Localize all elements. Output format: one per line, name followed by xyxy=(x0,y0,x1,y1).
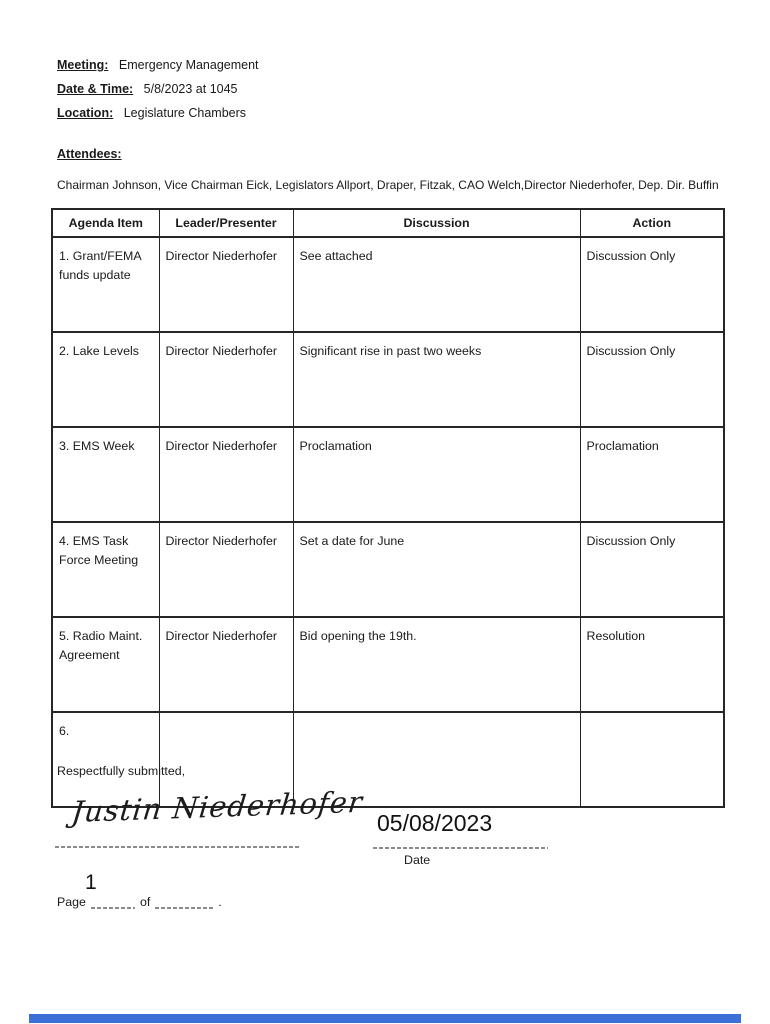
location-value[interactable]: Legislature Chambers xyxy=(123,106,247,120)
presenter-cell[interactable]: Director Niederhofer xyxy=(159,427,293,522)
agenda-item-cell[interactable]: 5. Radio Maint. Agreement xyxy=(52,617,159,712)
col-header-action: Action xyxy=(580,209,724,237)
meeting-field xyxy=(57,58,259,73)
table-row xyxy=(52,522,724,617)
action-cell[interactable]: Resolution xyxy=(580,617,724,712)
page-total-blank[interactable] xyxy=(155,897,213,909)
presenter-cell[interactable]: Director Niederhofer xyxy=(159,332,293,427)
agenda-item-cell[interactable]: 4. EMS Task Force Meeting xyxy=(52,522,159,617)
col-header-agenda-item: Agenda Item xyxy=(52,209,159,237)
page-number[interactable]: 1 xyxy=(85,871,97,894)
col-header-leader-presenter: Leader/Presenter xyxy=(159,209,293,237)
agenda-item-cell[interactable]: 6. xyxy=(52,712,159,807)
discussion-cell[interactable]: Proclamation xyxy=(293,427,580,522)
presenter-cell[interactable]: Director Niederhofer xyxy=(159,237,293,332)
page-label: Page xyxy=(57,895,86,909)
date-label: Date xyxy=(404,853,431,867)
action-cell[interactable]: Discussion Only xyxy=(580,522,724,617)
discussion-cell[interactable]: Set a date for June xyxy=(293,522,580,617)
attendees-list: Chairman Johnson, Vice Chairman Eick, Legislators Allport, Draper, Fitzak, CAO Welch,Director Niederhofer, Dep. Dir. Buffin xyxy=(57,178,719,192)
table-row xyxy=(52,237,724,332)
col-header-discussion: Discussion xyxy=(293,209,580,237)
table-row xyxy=(52,332,724,427)
datetime-field xyxy=(57,82,238,97)
presenter-cell[interactable]: Director Niederhofer xyxy=(159,522,293,617)
discussion-cell[interactable]: See attached xyxy=(293,237,580,332)
agenda-item-cell[interactable]: 1. Grant/FEMA funds update xyxy=(52,237,159,332)
table-header-row xyxy=(52,209,724,237)
meeting-value[interactable]: Emergency Management xyxy=(118,58,259,72)
discussion-cell[interactable]: Significant rise in past two weeks xyxy=(293,332,580,427)
signature[interactable]: Justin Niederhofer xyxy=(70,784,365,829)
datetime-value[interactable]: 5/8/2023 at 1045 xyxy=(143,82,238,96)
date-line[interactable] xyxy=(373,847,548,849)
agenda-item-cell[interactable]: 3. EMS Week xyxy=(52,427,159,522)
page-count-row xyxy=(57,893,222,909)
discussion-cell[interactable]: Bid opening the 19th. xyxy=(293,617,580,712)
table-row xyxy=(52,617,724,712)
signed-date-value[interactable]: 05/08/2023 xyxy=(377,810,493,836)
signature-line[interactable] xyxy=(55,846,301,848)
closing-text: Respectfully submitted, xyxy=(57,764,186,778)
location-field xyxy=(57,106,246,121)
presenter-cell[interactable]: Director Niederhofer xyxy=(159,617,293,712)
attendees-label: Attendees: xyxy=(57,147,122,161)
bottom-accent-bar xyxy=(29,1014,741,1023)
agenda-item-cell[interactable]: 2. Lake Levels xyxy=(52,332,159,427)
of-label: of xyxy=(139,895,151,909)
action-cell[interactable]: Proclamation xyxy=(580,427,724,522)
action-cell[interactable] xyxy=(580,712,724,807)
meeting-label: Meeting: xyxy=(57,58,109,72)
action-cell[interactable]: Discussion Only xyxy=(580,237,724,332)
page-number-blank[interactable] xyxy=(91,897,135,909)
datetime-label: Date & Time: xyxy=(57,82,134,96)
period: . xyxy=(218,895,222,909)
location-label: Location: xyxy=(57,106,114,120)
agenda-table xyxy=(51,208,725,808)
table-row xyxy=(52,427,724,522)
action-cell[interactable]: Discussion Only xyxy=(580,332,724,427)
